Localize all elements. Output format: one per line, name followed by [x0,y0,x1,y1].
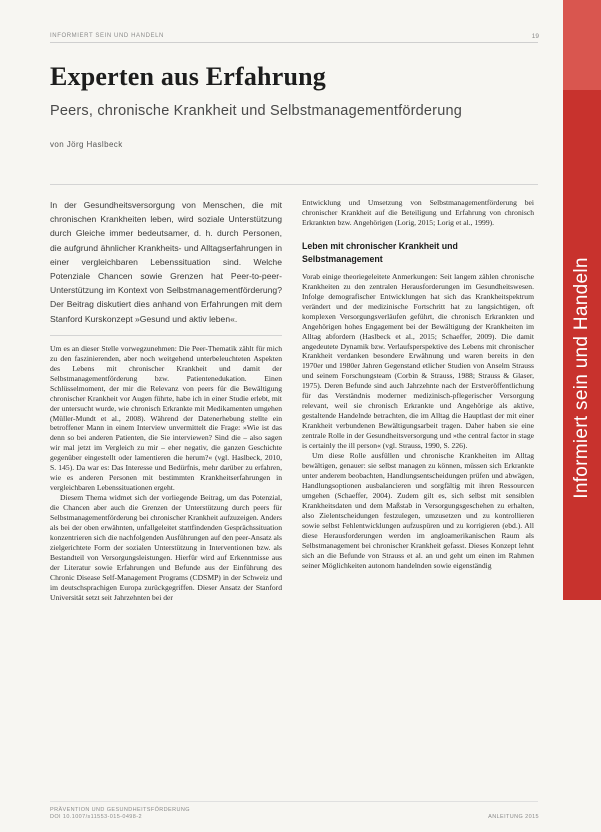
page-number: 19 [531,33,539,40]
footer-doi: DOI 10.1007/s11553-015-0498-2 [50,814,142,820]
article-lead: In der Gesundheitsversorgung von Menschen, die mit chronischen Krankheiten leben, wird soziale Unterstützung durch Gleiche immer bedeutsamer, d. h. durch Personen, die aufgrund ähnlicher Krankheits- und Alltagserfahrungen in einer vergleichbaren Lebenssituation sind. Welche Potenziale Chancen sowie Grenzen hat Peer-to-peer-Unterstützung im Kontext von Selbstmanagementförderung? Der Beitrag diskutiert dies anhand von Erfahrungen mit dem Stanford Kurskonzept »Gesund und aktiv leben«. [50,200,282,324]
section-side-label-wrap [567,168,597,588]
body-paragraph: Um diese Rolle ausfüllen und chronische Krankheiten im Alltag bewältigen, genauer: sie selbst managen zu können, müssen sich Erkrankte unter anderem beobachten, Handlungsentscheidungen prüfen und abwägen, Handlungsoptionen ausbalancieren und sorgfältig mit ihren Ressourcen umgehen (Schaeffer, 2004). Zudem gilt es, sich selbst mit sensiblen Krankheitsdaten und dem Maßstab in Versorgungsgeschehen zu erhalten, also Zielentscheidungen festzulegen, umzusetzen und zu kontrollieren sowie selbst Fehlentwicklungen aufzuspüren und zu korrigieren (ebd.). All diese Herausforderungen werden im angloamerikanischen Raum als Selbstmanagement bei chronischer Krankheit gefasst. Dieses Konzept lehnt sich an die Befunde von Strauss et al. an und geht um einen im Rahmen seiner Möglichkeiten autonom handelnden sowie eigenständig [302,451,534,570]
article-author: von Jörg Haslbeck [50,140,123,149]
lead-rule [50,335,282,336]
body-paragraph: Vorab einige theoriegeleitete Anmerkungen: Seit langem zählen chronische Krankheiten zu den zentralen Herausforderungen im Gesundheitswesen. Infolge demografischer Entwicklungen hat sich das Krankheitspektrum verändert und der medizinische Fortschritt hat zu langsichtigen, oft komplexen Versorgungsverläufen geführt, die chronisch Erkrankten und Angehörigen hohes Engagement bei der Bewältigung der Krankheiten im Alltag abfordern (Haslbeck et al., 2015; Schaeffer, 2009). Die damit angedeutete Dynamik bzw. Verlaufsperspektive des Lebens mit chronischer Krankheit verdanken besondere Erwähnung und waren bereits in den 1970er und 1980er Jahren Gegenstand etlicher Studien von Anselm Strauss und seinem Forschungsteam (Corbin & Strauss, 1988; Strauss & Glaser, 1975). Deren Befunde sind auch Jahrzehnte nach der Erstveröffentlichung für das Verständnis moderner medizinisch-pflegerischer Versorgung relevant, weil sie chronisch Erkrankte und Angehörige als aktive, gestaltende Handelnde betrachten, die im Alltag die Hauptlast der mit einer Krankheit verbundenen Bewältigungsarbeit tragen. Daher haben sie eine zentrale Rolle in der Gesundheitsversorgung und »the central factor in stage is certainly the ill person« (vgl. Strauss, 1990, S. 226). [302,271,534,451]
section-heading: Leben mit chronischer Krankheit und Selbstmanagement [302,240,458,264]
left-column [50,198,282,603]
article-title: Experten aus Erfahrung [50,62,326,91]
section-side-tab-accent [563,0,601,90]
body-paragraph: Diesem Thema widmet sich der vorliegende Beitrag, um das Potenzial, die Chancen aber auch die Grenzen der Unterstützung durch peers für Selbstmanagementförderung bei chronischer Krankheit aufzuzeigen. Anders als bei der oben erwähnten, unfallgeleitet stattfindenden Gesprächssituation konzentrieren sich die nachfolgenden Ausführungen auf den peer-Ansatz als zielgerichtete Form der sozialen Unterstützung in Interventionen bzw. als Bestandteil von Versorgungsleistungen. Hierfür wird auf Erkenntnisse aus der Literatur sowie Erfahrungen und Befunde aus der Einführung des Chronic Disease Self-Management Programs (CDSMP) in der Schweiz und im deutschsprachigen Europa zurückgegriffen. Dieser Ansatz der Stanford Universität setzt seit Jahrzehnten bei der [50,493,282,602]
footer-left [50,807,190,821]
body-paragraph: Um es an dieser Stelle vorwegzunehmen: Die Peer-Thematik zählt für mich zu den faszinierenden, aber noch weitgehend unterbeleuchteten Aspekten des Lebens mit chronischer Krankheit und damit der Selbstmanagementförderung bzw. Patientenedukation. Einen Schlüsselmoment, der mir die Relevanz von peers für die Bewältigung chronischer Krankheit vor Augen führte, habe ich in einer Studie erlebt, mit der untersucht wurde, wie chronisch Erkrankte mit Medikamenten umgehen (Müller-Mundt et al., 2008). Während der Datenerhebung stellte ein betroffener Mann in einem Interview unvermittelt die Frage: »Wie ist das denn so bei anderen Patienten, die Sie interviewen? Sind die – also sagen wir mal jetzt im Vergleich zu mir – eher negativ, die ganzen Geschichte gegenüber eingestellt oder lamentieren die herum?« (vgl. Haslbeck, 2010, S. 145). Da war es: Das Interesse und Bedürfnis, mehr darüber zu erfahren, wie es anderen Personen mit bestimmten Krankheitserfahrungen in vergleichbaren Lebenssituationen ergeht. [50,343,282,493]
footer-right: ANLEITUNG 2015 [488,814,539,820]
footer-rule [50,801,538,802]
running-head: INFORMIERT SEIN UND HANDELN [50,33,164,39]
footer-journal: PRÄVENTION UND GESUNDHEITSFÖRDERUNG [50,807,190,813]
header-rule [50,42,538,43]
title-rule [50,184,538,185]
right-column [302,198,534,570]
article-subtitle: Peers, chronische Krankheit und Selbstmanagementförderung [50,103,462,119]
section-side-label: Informiert sein und Handeln [571,257,593,499]
body-paragraph: Entwicklung und Umsetzung von Selbstmanagementförderung bei chronischer Krankheit auf die Beteiligung und Erfahrung von chronisch Erkrankten bzw. Angehörigen (Lorig, 2015; Lorig et al., 1999). [302,198,534,227]
